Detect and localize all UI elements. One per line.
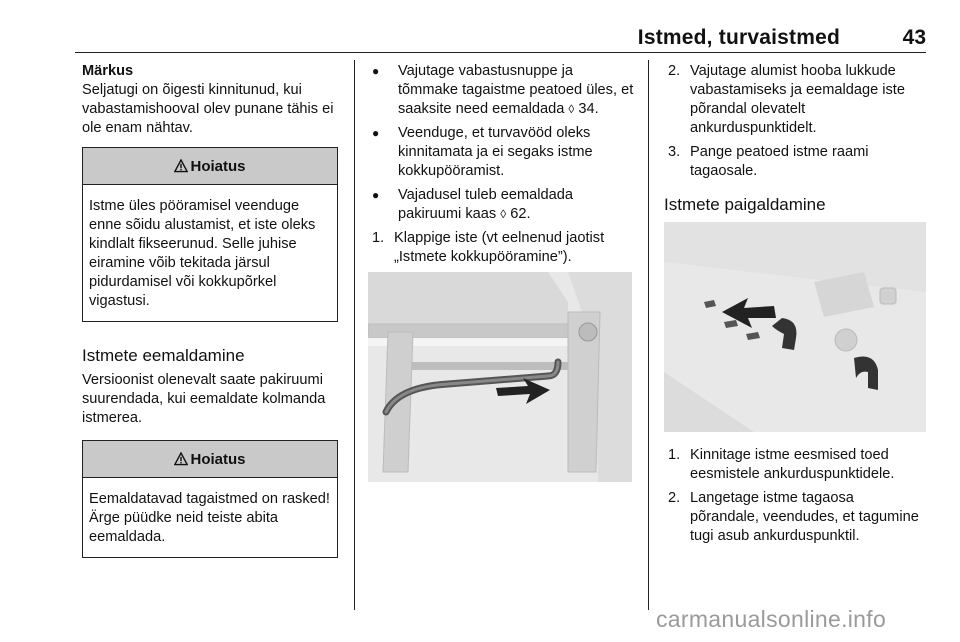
step-text: Klappige iste (vt eelnenud jaotist „Istmete kokkupööramine”). [394, 230, 605, 265]
step-list [664, 446, 926, 546]
list-item [664, 489, 926, 546]
note-text: Seljatugi on õigesti kinnitunud, kui vabastamishoovaI olev punane tähis ei ole enam nähtav. [82, 82, 334, 136]
step-number: 1. [668, 447, 681, 463]
list-item [664, 62, 926, 138]
step-text: Pange peatoed istme raami tagaosale. [690, 144, 869, 179]
column-divider-left [354, 60, 355, 610]
step-text: Langetage istme tagaosa põrandale, veendudes, et tagumine tugi asub ankurduspunktil. [690, 490, 919, 544]
note-heading: Märkus [82, 63, 134, 79]
column-1 [82, 62, 340, 558]
page-reference: 34. [578, 101, 599, 117]
anchor-point-illustration [664, 222, 926, 432]
column-3 [664, 62, 926, 551]
list-item [368, 62, 634, 119]
list-item [368, 186, 634, 224]
section-heading-installation: Istmete paigaldamine [664, 195, 826, 214]
warning-label: Hoiatus [190, 450, 246, 468]
warning-box-1 [82, 147, 338, 322]
warning-text: Eemaldatavad tagaistmed on rasked! Ärge püüdke neid teiste abita eemaldada. [89, 491, 330, 545]
warning-triangle-icon [174, 452, 188, 466]
step-number: 3. [668, 144, 681, 160]
warning-label: Hoiatus [190, 157, 246, 175]
section-text-removal: Versioonist olenevalt saate pakiruumi suurendada, kui eemaldate kolmanda istmerea. [82, 372, 326, 426]
watermark: carmanualsonline.info [656, 606, 887, 632]
step-number: 2. [668, 490, 681, 506]
list-item [664, 446, 926, 484]
page-reference-icon: ◊ [568, 102, 575, 116]
list-item-text: Vajutage vabastusnuppe ja tõmmake tagaistme peatoed üles, et saaksite need eemaldada [398, 63, 634, 117]
header-rule [75, 52, 926, 53]
page-number: 43 [902, 26, 926, 49]
warning-triangle-icon [174, 159, 188, 173]
bullet-icon: ● [372, 188, 380, 202]
column-2 [368, 62, 634, 482]
bullet-icon: ● [372, 64, 380, 78]
step-list [664, 62, 926, 181]
warning-header [83, 148, 337, 185]
list-item [664, 143, 926, 181]
warning-text: Istme üles pööramisel veenduge enne sõidu alustamist, et iste oleks kindlalt fikseerunud. Selle juhise eiramine võib tekitada järsul pidurdamisel või kokkupõrkel vigastusi. [89, 198, 316, 309]
bullet-list [368, 62, 634, 224]
column-divider-right [648, 60, 649, 610]
step-text: Kinnitage istme eesmised toed eesmistele ankurduspunktidele. [690, 447, 895, 482]
step-number: 1. [372, 230, 385, 246]
page-reference-icon: ◊ [500, 207, 507, 221]
list-item-text: Veenduge, et turvavööd oleks kinnitamata ja ei segaks istme kokkupööramist. [398, 125, 593, 179]
warning-box-2 [82, 440, 338, 558]
step-number: 2. [668, 63, 681, 79]
section-heading-removal: Istmete eemaldamine [82, 346, 245, 365]
list-item-text: Vajadusel tuleb eemaldada pakiruumi kaas [398, 187, 573, 222]
seat-frame-illustration [368, 272, 632, 482]
header-title: Istmed, turvaistmed [637, 26, 840, 49]
bullet-icon: ● [372, 126, 380, 140]
page-reference: 62. [510, 206, 531, 222]
step-text: Vajutage alumist hooba lukkude vabastamiseks ja eemaldage iste põrandal olevatelt ankurduspunktidelt. [690, 63, 905, 136]
warning-header [83, 441, 337, 478]
list-item [368, 229, 634, 267]
step-list [368, 229, 634, 267]
list-item [368, 124, 634, 181]
